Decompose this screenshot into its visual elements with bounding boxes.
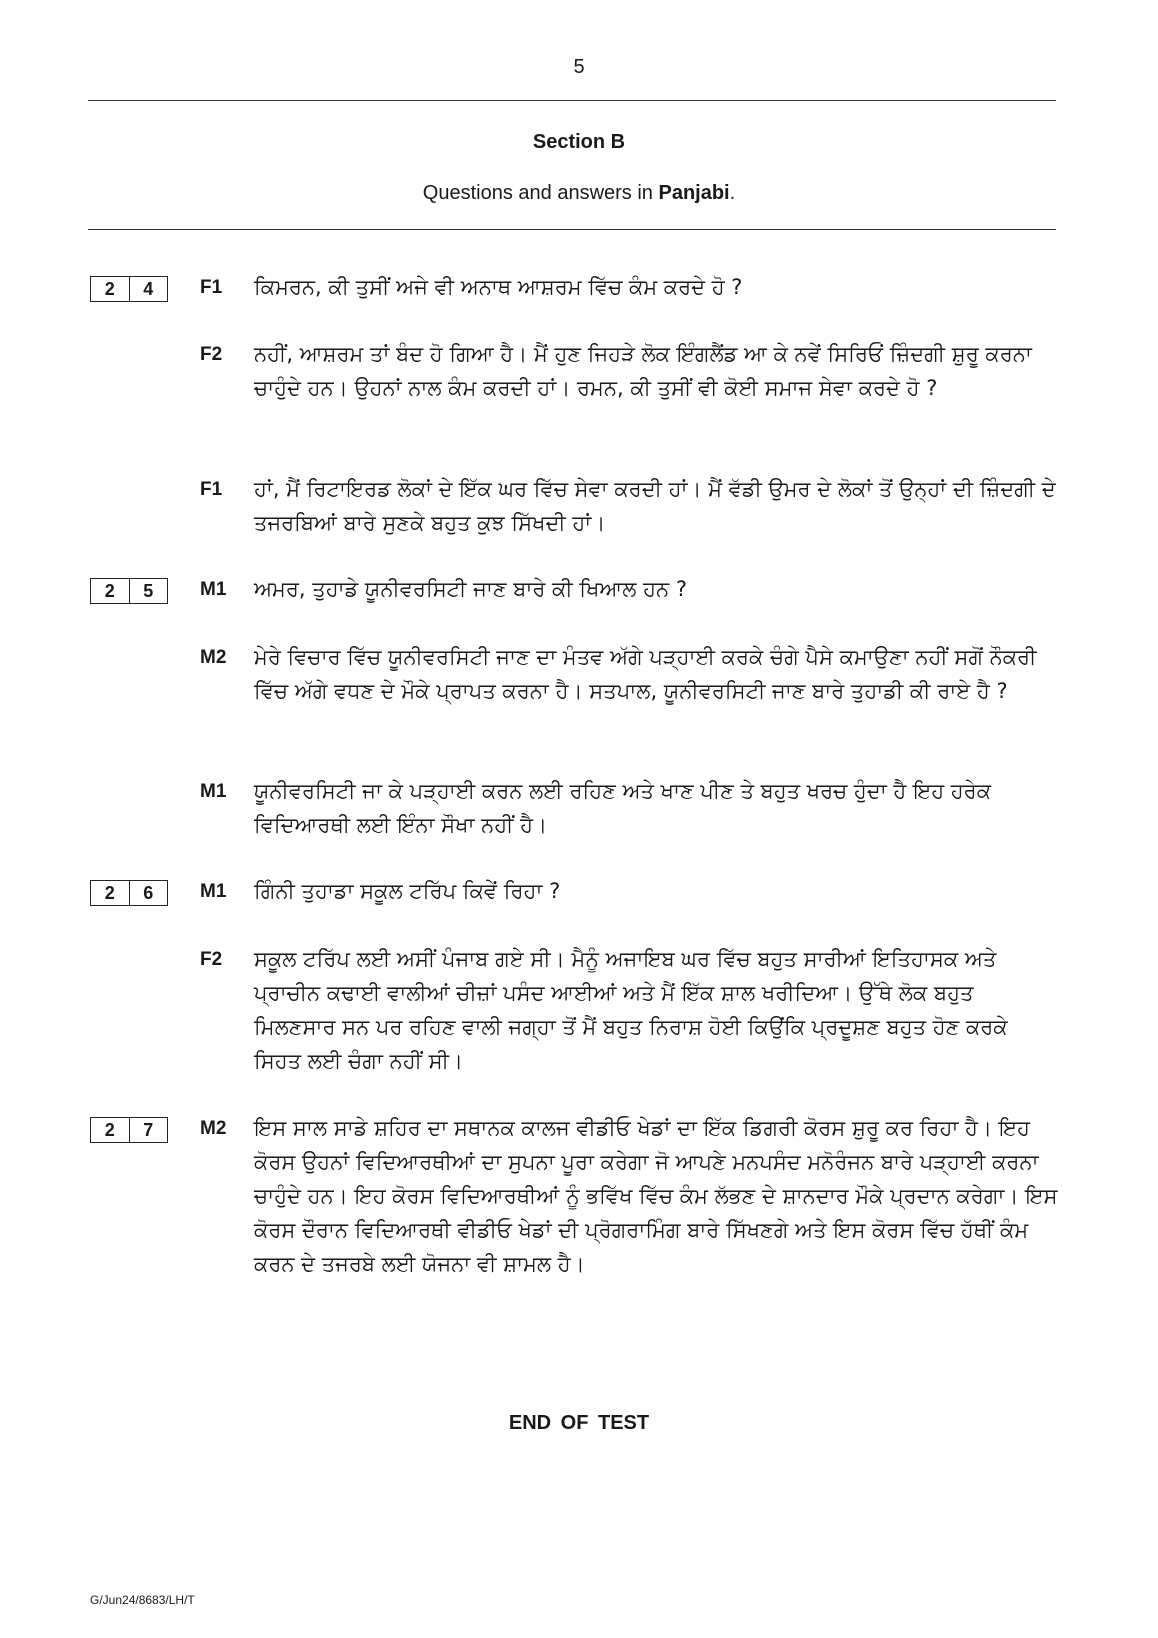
speaker-label: F2 xyxy=(200,344,223,365)
speaker-label: F1 xyxy=(200,277,223,298)
question-number-box-24 xyxy=(90,276,168,302)
speaker-label: M2 xyxy=(200,1118,227,1139)
speaker-label: M1 xyxy=(200,781,227,802)
dialogue-text: ਯੂਨੀਵਰਸਿਟੀ ਜਾ ਕੇ ਪੜ੍ਹਾਈ ਕਰਨ ਲਈ ਰਹਿਣ ਅਤੇ ਖਾਣ ਪੀਣ ਤੇ ਬਹੁਤ ਖਰਚ ਹੁੰਦਾ ਹੈ ਇਹ ਹਰੇਕ ਵਿਦਿਆਰਥੀ ਲਈ ਇੰਨਾ ਸੌਖਾ ਨਹੀਂ ਹੈ। xyxy=(254,779,992,837)
question-digit: 4 xyxy=(143,278,154,299)
question-number-box-25 xyxy=(90,578,168,604)
dialogue-text: ਇਸ ਸਾਲ ਸਾਡੇ ਸ਼ਹਿਰ ਦਾ ਸਥਾਨਕ ਕਾਲਜ ਵੀਡੀਓ ਖੇਡਾਂ ਦਾ ਇੱਕ ਡਿਗਰੀ ਕੋਰਸ ਸ਼ੁਰੂ ਕਰ ਰਿਹਾ ਹੈ। ਇਹ ਕੋਰਸ ਉਹਨਾਂ ਵਿਦਿਆਰਥੀਆਂ ਦਾ ਸੁਪਨਾ ਪੂਰਾ ਕਰੇਗਾ ਜੋ ਆਪਣੇ ਮਨਪਸੰਦ ਮਨੋਰੰਜਨ ਬਾਰੇ ਪੜ੍ਹਾਈ ਕਰਨਾ ਚਾਹੁੰਦੇ ਹਨ। ਇਹ ਕੋਰਸ ਵਿਦਿਆਰਥੀਆਂ ਨੂੰ ਭਵਿੱਖ ਵਿੱਚ ਕੰਮ ਲੱਭਣ ਦੇ ਸ਼ਾਨਦਾਰ ਮੌਕੇ ਪ੍ਰਦਾਨ ਕਰੇਗਾ। ਇਸ ਕੋਰਸ ਦੌਰਾਨ ਵਿਦਿਆਰਥੀ ਵੀਡੀਓ ਖੇਡਾਂ ਦੀ ਪ੍ਰੋਗਰਾਮਿੰਗ ਬਾਰੇ ਸਿੱਖਣਗੇ ਅਤੇ ਇਸ ਕੋਰਸ ਵਿੱਚ ਹੱਥੀਂ ਕੰਮ ਕਰਨ ਦੇ ਤਜਰਬੇ ਲਈ ਯੋਜਨਾ ਵੀ ਸ਼ਾਮਲ ਹੈ। xyxy=(254,1116,1058,1276)
subtitle-suffix: . xyxy=(729,182,736,204)
question-digit: 2 xyxy=(91,277,130,301)
subtitle-language: Panjabi xyxy=(658,182,730,204)
page-number: 5 xyxy=(573,56,585,78)
speaker-label: M1 xyxy=(200,579,227,600)
section-subtitle xyxy=(0,182,1158,205)
footer-code: G/Jun24/8683/LH/T xyxy=(90,1593,195,1607)
dialogue-text: ਕਿਮਰਨ, ਕੀ ਤੁਸੀਂ ਅਜੇ ਵੀ ਅਨਾਥ ਆਸ਼ਰਮ ਵਿੱਚ ਕੰਮ ਕਰਦੇ ਹੋ ? xyxy=(254,275,743,299)
question-number-box-26 xyxy=(90,880,168,906)
question-digit: 6 xyxy=(143,882,154,903)
dialogue-text: ਅਮਰ, ਤੁਹਾਡੇ ਯੂਨੀਵਰਸਿਟੀ ਜਾਣ ਬਾਰੇ ਕੀ ਖਿਆਲ ਹਨ ? xyxy=(254,577,687,601)
speaker-label: F1 xyxy=(200,479,223,500)
dialogue-text: ਮੇਰੇ ਵਿਚਾਰ ਵਿੱਚ ਯੂਨੀਵਰਸਿਟੀ ਜਾਣ ਦਾ ਮੰਤਵ ਅੱਗੇ ਪੜ੍ਹਾਈ ਕਰਕੇ ਚੰਗੇ ਪੈਸੇ ਕਮਾਉਣਾ ਨਹੀਂ ਸਗੋਂ ਨੌਕਰੀ ਵਿੱਚ ਅੱਗੇ ਵਧਣ ਦੇ ਮੌਕੇ ਪ੍ਰਾਪਤ ਕਰਨਾ ਹੈ। ਸਤਪਾਲ, ਯੂਨੀਵਰਸਿਟੀ ਜਾਣ ਬਾਰੇ ਤੁਹਾਡੀ ਕੀ ਰਾਏ ਹੈ ? xyxy=(254,645,1037,703)
question-number-box-27 xyxy=(90,1117,168,1143)
header-rule xyxy=(88,100,1056,101)
question-digit: 5 xyxy=(143,580,154,601)
question-digit: 2 xyxy=(91,579,130,603)
section-title: Section B xyxy=(532,131,626,153)
question-digit: 7 xyxy=(143,1119,154,1140)
section-rule xyxy=(88,229,1056,230)
speaker-label: M1 xyxy=(200,881,227,902)
dialogue-text: ਨਹੀਂ, ਆਸ਼ਰਮ ਤਾਂ ਬੰਦ ਹੋ ਗਿਆ ਹੈ। ਮੈਂ ਹੁਣ ਜਿਹੜੇ ਲੋਕ ਇੰਗਲੈਂਡ ਆ ਕੇ ਨਵੇਂ ਸਿਰਿਓਂ ਜ਼ਿੰਦਗੀ ਸ਼ੁਰੂ ਕਰਨਾ ਚਾਹੁੰਦੇ ਹਨ। ਉਹਨਾਂ ਨਾਲ ਕੰਮ ਕਰਦੀ ਹਾਂ। ਰਮਨ, ਕੀ ਤੁਸੀਂ ਵੀ ਕੋਈ ਸਮਾਜ ਸੇਵਾ ਕਰਦੇ ਹੋ ? xyxy=(254,342,1032,400)
question-digit: 2 xyxy=(91,1118,130,1142)
dialogue-text: ਗਿੰਨੀ ਤੁਹਾਡਾ ਸਕੂਲ ਟਰਿੱਪ ਕਿਵੇਂ ਰਿਹਾ ? xyxy=(254,879,561,903)
speaker-label: F2 xyxy=(200,949,223,970)
end-of-test: END OF TEST xyxy=(508,1412,650,1434)
speaker-label: M2 xyxy=(200,647,227,668)
question-digit: 2 xyxy=(91,881,130,905)
dialogue-text: ਹਾਂ, ਮੈਂ ਰਿਟਾਇਰਡ ਲੋਕਾਂ ਦੇ ਇੱਕ ਘਰ ਵਿੱਚ ਸੇਵਾ ਕਰਦੀ ਹਾਂ। ਮੈਂ ਵੱਡੀ ਉਮਰ ਦੇ ਲੋਕਾਂ ਤੋਂ ਉਨ੍ਹਾਂ ਦੀ ਜ਼ਿੰਦਗੀ ਦੇ ਤਜਰਬਿਆਂ ਬਾਰੇ ਸੁਣਕੇ ਬਹੁਤ ਕੁਝ ਸਿੱਖਦੀ ਹਾਂ। xyxy=(254,477,1056,535)
dialogue-text: ਸਕੂਲ ਟਰਿੱਪ ਲਈ ਅਸੀਂ ਪੰਜਾਬ ਗਏ ਸੀ। ਮੈਨੂੰ ਅਜਾਇਬ ਘਰ ਵਿੱਚ ਬਹੁਤ ਸਾਰੀਆਂ ਇਤਿਹਾਸਕ ਅਤੇ ਪ੍ਰਾਚੀਨ ਕਢਾਈ ਵਾਲੀਆਂ ਚੀਜ਼ਾਂ ਪਸੰਦ ਆਈਆਂ ਅਤੇ ਮੈਂ ਇੱਕ ਸ਼ਾਲ ਖਰੀਦਿਆ। ਉੱਥੇ ਲੋਕ ਬਹੁਤ ਮਿਲਣਸਾਰ ਸਨ ਪਰ ਰਹਿਣ ਵਾਲੀ ਜਗ੍ਹਾ ਤੋਂ ਮੈਂ ਬਹੁਤ ਨਿਰਾਸ਼ ਹੋਈ ਕਿਉਂਕਿ ਪ੍ਰਦੂਸ਼ਣ ਬਹੁਤ ਹੋਣ ਕਰਕੇ ਸਿਹਤ ਲਈ ਚੰਗਾ ਨਹੀਂ ਸੀ। xyxy=(254,947,1008,1073)
subtitle-prefix: Questions and answers in xyxy=(422,182,659,204)
